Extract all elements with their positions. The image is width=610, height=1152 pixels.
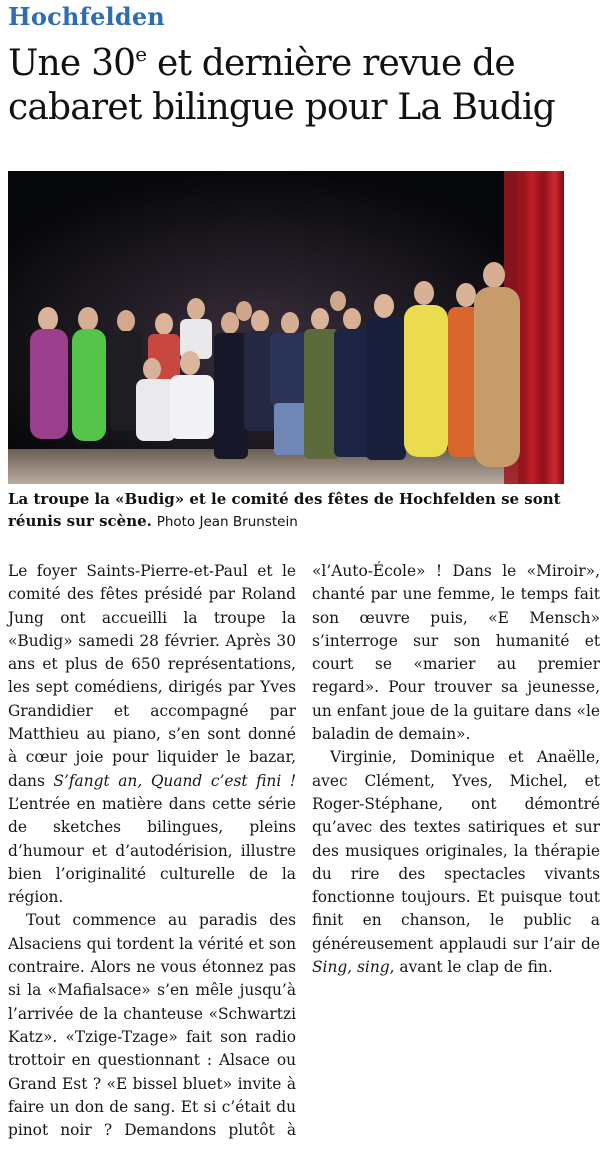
paragraph-1-text-a: Le foyer Saints-Pierre-et-Paul et le comité des fêtes présidé par Roland Jung ont accueilli la troupe la «Budig» samedi 28 février. Après 30 ans et plus de 650 représentations, les sept comédiens, dirigés par Yves Grandidier et accompagné par Matthieu au piano, s’en sont donné à cœur joie pour liquider le bazar, dans [8, 562, 296, 790]
stage-photo [8, 171, 564, 484]
paragraph-1 [8, 560, 296, 909]
paragraph-3-text-a: Virginie, Dominique et Anaëlle, avec Clément, Yves, Michel, et Roger-Stéphane, ont démontré qu’avec des textes satiriques et sur des musiques originales, la thérapie du rire des spectacles vivants fonctionne toujours. Et puisque tout finit en chanson, le public a généreusement applaudi sur l’air de [312, 748, 600, 953]
paragraph-1-text-b: L’entrée en matière dans cette série de sketches bilingues, pleins d’humour et d’autodérision, illustre bien l’originalité culturelle de la région. [8, 794, 296, 907]
paragraph-3-text-b: , avant le clap de fin. [389, 958, 553, 977]
photo-credit: Photo Jean Brunstein [156, 514, 298, 530]
stage-photo-image [8, 171, 564, 484]
caption-text: La troupe la «Budig» et le comité des fêtes de Hochfelden se sont réunis sur scène. [8, 490, 561, 530]
paragraph-3 [312, 746, 600, 979]
paragraph-1-title: S’fangt an, Quand c’est fini ! [53, 771, 297, 790]
headline-part-1: Une 30 [8, 43, 136, 84]
paragraph-2: Tout commence au paradis des Alsaciens qui tordent la vérité et son contraire. Alors ne vous étonnez pas si la «Mafialsace» s’en mêle jusqu’à l’arrivée de la chanteuse «Schwartzi Katz». «Tzige-Tzage» fait son radio trottoir en questionnant : Alsace ou Grand Est ? «E bissel bluet» invite à faire un don de sang. Et si c’était du pinot noir ? Demandons plutôt à «l’Auto-École» ! Dans le «Miroir», chanté par une femme, le temps fait son œuvre puis, «E Mensch» s’interroge sur son humanité et court se «marier au premier regard». Pour trouver sa jeunesse, un enfant joue de la guitare dans «le baladin de demain». [8, 562, 600, 1140]
section-kicker: Hochfelden [8, 2, 165, 31]
article-body [8, 560, 600, 1146]
headline [8, 42, 604, 130]
headline-superscript: e [135, 42, 147, 66]
photo-caption [8, 488, 604, 533]
headline-part-2: et dernière revue de cabaret bilingue pour La Budig [8, 43, 555, 128]
paragraph-3-song: Sing, sing [312, 958, 390, 977]
